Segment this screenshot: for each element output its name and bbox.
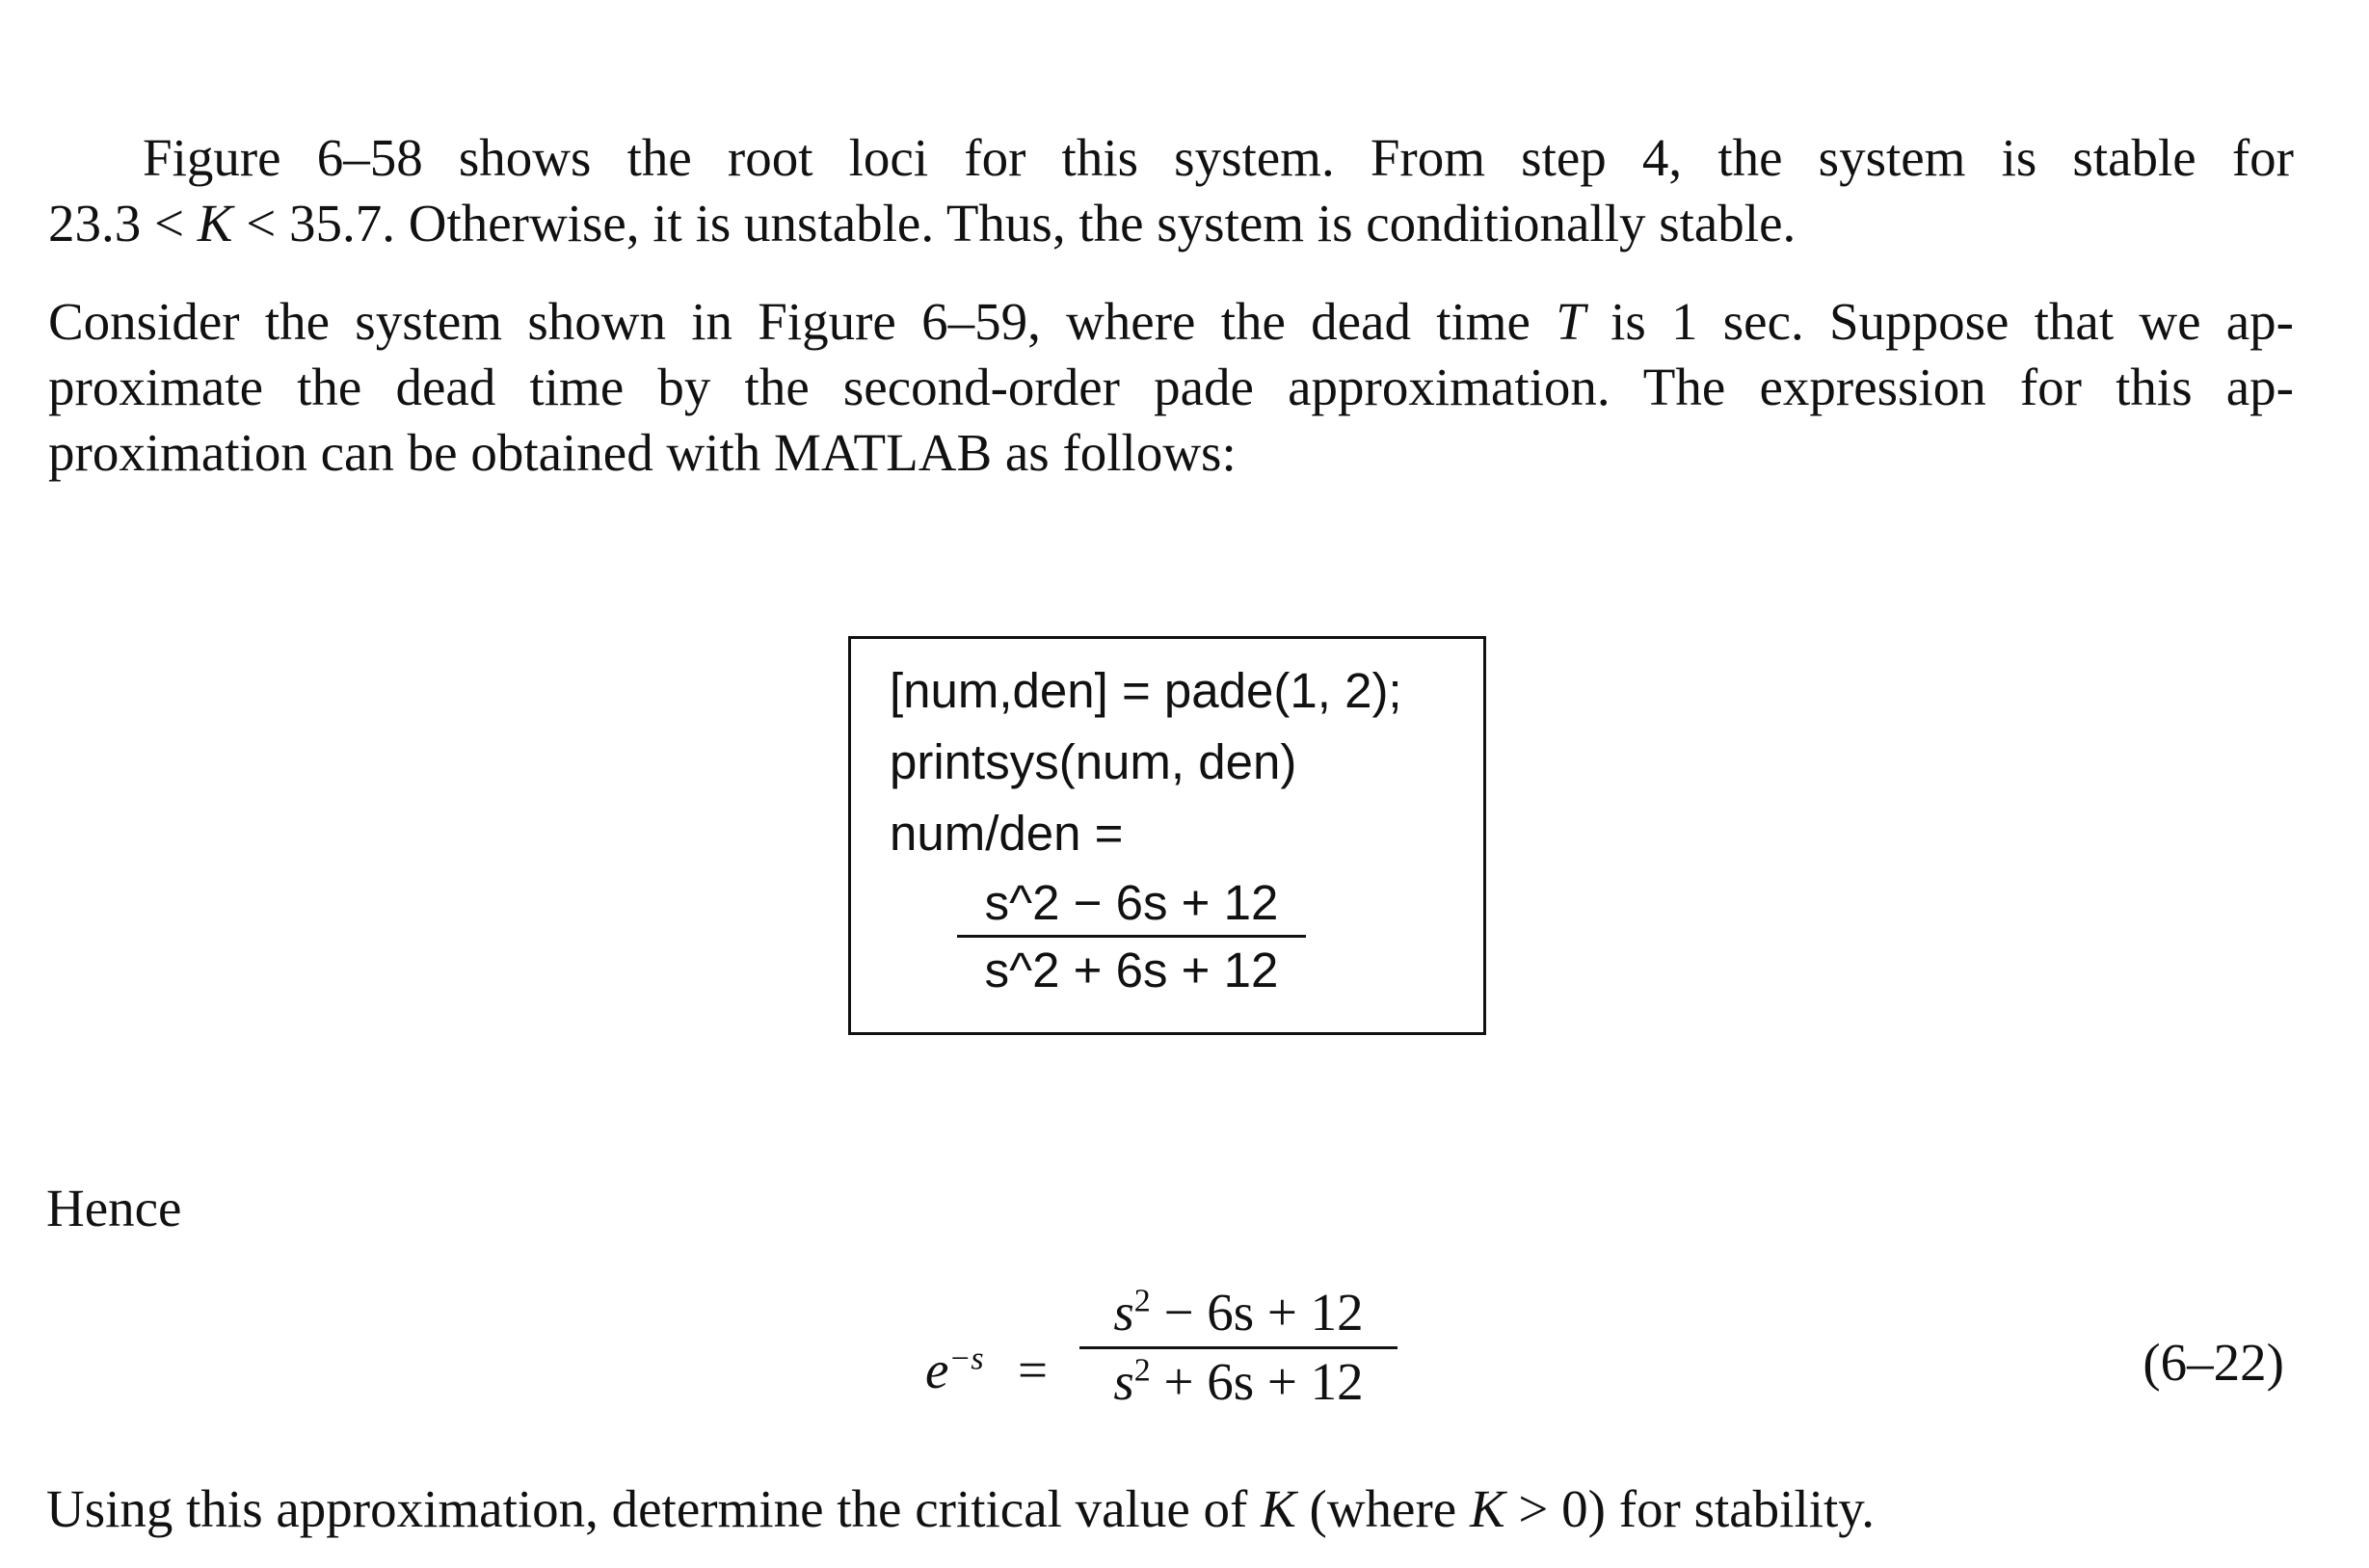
paragraph-line: proximate the dead time by the second-order pade approximation. The expression for this ap- xyxy=(48,358,2294,416)
code-line-pade: [num,den] = pade(1, 2); xyxy=(890,663,1402,718)
paragraph-question: Using this approximation, determine the critical value of K (where K > 0) for stability. xyxy=(46,1479,1875,1538)
equation-lhs: $e^{-s}$ xyxy=(925,1341,984,1399)
matlab-code-box xyxy=(848,636,1486,1035)
equation-number: (6–22) xyxy=(2143,1333,2284,1392)
paragraph-line: Consider the system shown in Figure 6–59, where the dead time T is 1 sec. Suppose that we ap- xyxy=(48,292,2294,351)
equation-fraction xyxy=(1079,1282,1397,1412)
paragraph-line: proximation can be obtained with MATLAB as follows: xyxy=(48,423,1237,482)
paragraph-stability-range xyxy=(48,125,2294,256)
equation-numerator: $s^2 - 6s + 12$ xyxy=(1113,1283,1364,1342)
code-line-numden: num/den = xyxy=(890,806,1124,861)
code-denominator: s^2 + 6s + 12 xyxy=(984,943,1279,997)
code-line-printsys: printsys(num, den) xyxy=(890,734,1297,789)
equals-sign: = xyxy=(1018,1341,1049,1399)
hence-text: Hence xyxy=(46,1179,182,1237)
code-fraction xyxy=(957,874,1306,998)
equation-denominator: $s^2 + 6s + 12$ xyxy=(1113,1352,1364,1411)
code-numerator: s^2 − 6s + 12 xyxy=(984,875,1279,930)
paragraph-dead-time xyxy=(48,289,2294,486)
paragraph-line: 23.3 < K < 35.7. Otherwise, it is unstable. Thus, the system is conditionally stable. xyxy=(48,194,1797,252)
paragraph-line: Figure 6–58 shows the root loci for this system. From step 4, the system is stable for xyxy=(143,128,2294,187)
